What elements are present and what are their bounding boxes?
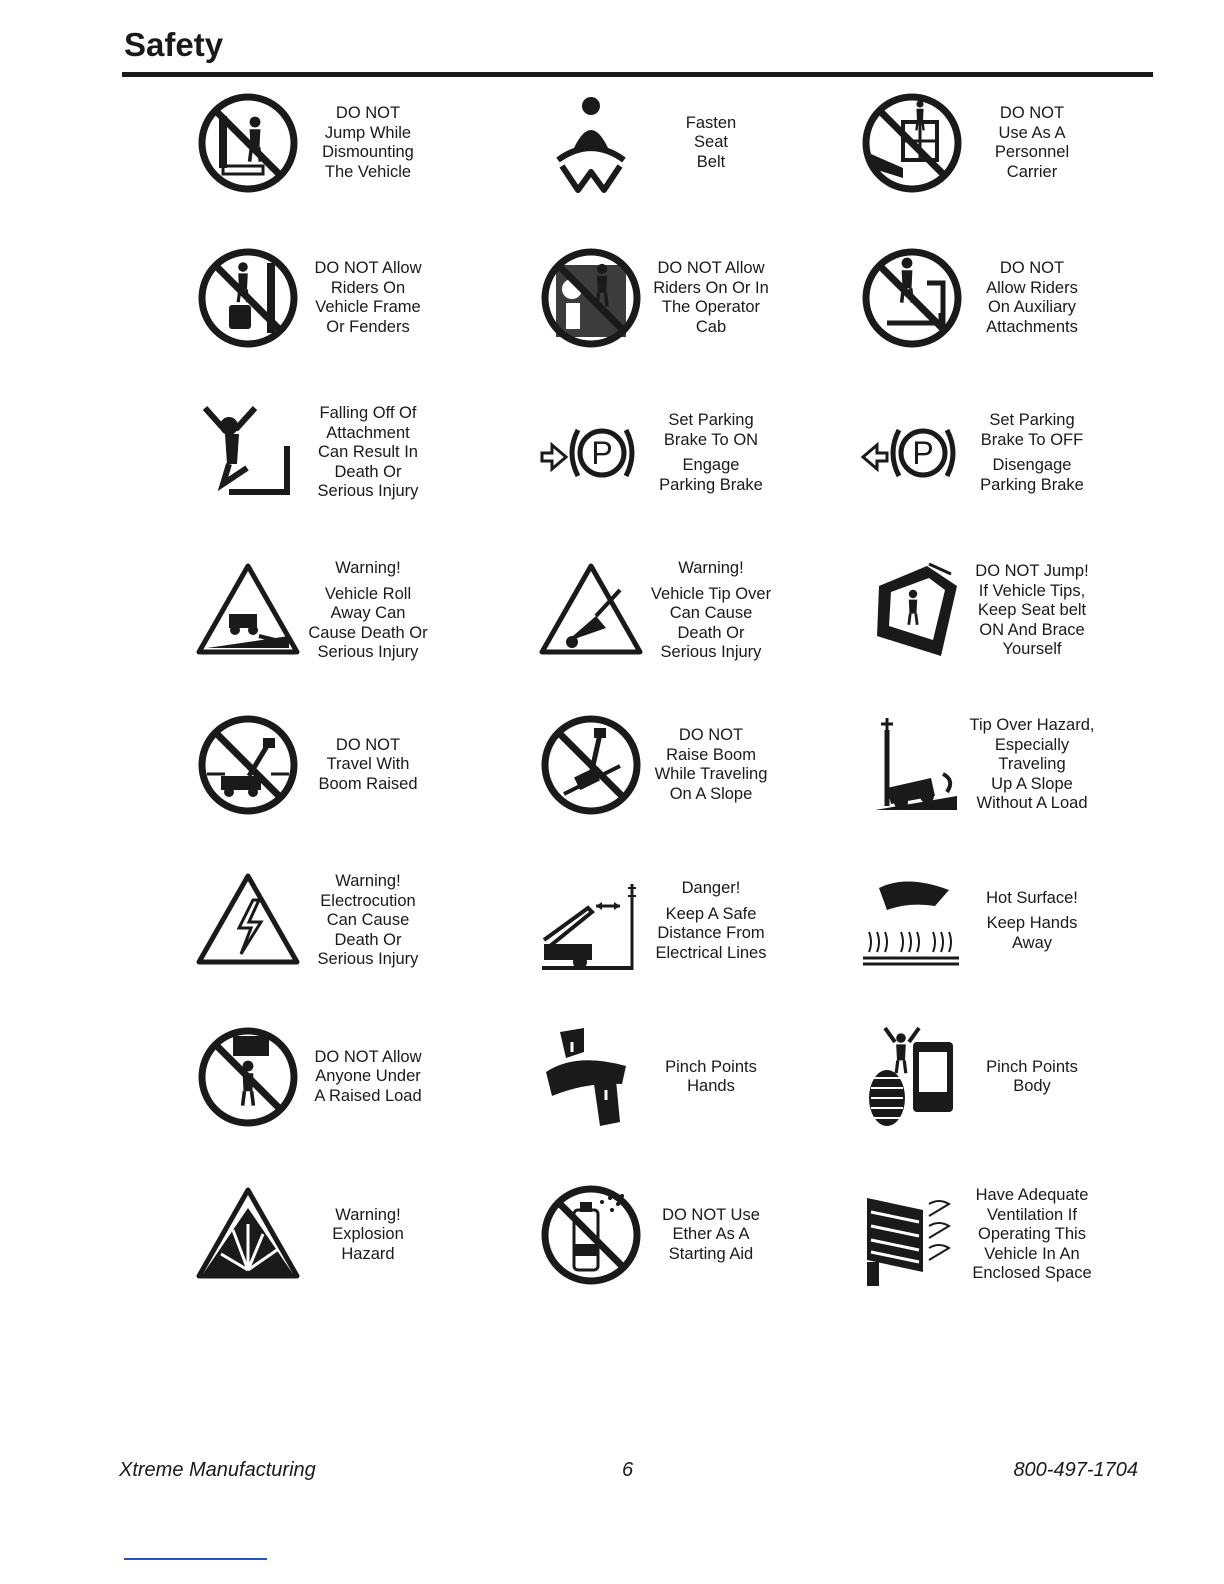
safety-sign bbox=[536, 398, 866, 518]
sign-caption bbox=[636, 398, 786, 508]
svg-text:P: P bbox=[912, 435, 934, 471]
no-personnel-carrier-icon bbox=[857, 88, 967, 198]
sign-caption-line: Death Or bbox=[334, 462, 402, 481]
brace-yourself-icon bbox=[857, 556, 967, 666]
sign-caption-line: Yourself bbox=[1002, 640, 1062, 659]
sign-caption bbox=[293, 866, 443, 976]
ventilation-icon bbox=[857, 1180, 967, 1290]
sign-caption bbox=[636, 710, 786, 820]
footer-phone: 800-497-1704 bbox=[1013, 1459, 1138, 1481]
sign-caption-line: Warning! bbox=[335, 1205, 401, 1224]
sign-caption-line: Anyone Under bbox=[315, 1067, 421, 1086]
sign-caption bbox=[957, 1180, 1107, 1290]
safety-sign bbox=[193, 88, 523, 208]
sign-caption-line: Brake To OFF bbox=[980, 430, 1084, 449]
safety-sign bbox=[193, 1180, 523, 1300]
sign-caption-line: Vehicle Tip Over bbox=[650, 584, 772, 603]
sign-caption-line: Distance From bbox=[657, 924, 765, 942]
sign-caption bbox=[293, 1180, 443, 1290]
sign-caption-line: Away Can bbox=[330, 604, 406, 623]
sign-caption-line: Riders On bbox=[330, 278, 406, 297]
tip-over-warning-icon bbox=[536, 556, 646, 666]
sign-caption-line: Or Fenders bbox=[326, 317, 410, 336]
safety-sign bbox=[857, 866, 1187, 986]
no-riders-attachments-icon bbox=[857, 243, 967, 353]
sign-caption-line: DO NOT bbox=[335, 735, 401, 754]
sign-caption-line: Riders On Or In bbox=[653, 278, 769, 297]
sign-caption-line: Electrical Lines bbox=[655, 943, 767, 962]
sign-caption-line: Cause Death Or bbox=[308, 623, 428, 642]
footer-company: Xtreme Manufacturing bbox=[119, 1459, 316, 1481]
pinch-body-icon bbox=[857, 1022, 967, 1132]
sign-caption bbox=[293, 1022, 443, 1132]
explosion-warning-icon bbox=[193, 1180, 303, 1290]
safety-sign bbox=[857, 710, 1187, 830]
safety-sign bbox=[536, 1180, 866, 1300]
sign-caption-line: Cab bbox=[695, 317, 727, 336]
sign-caption-line: Serious Injury bbox=[317, 482, 419, 501]
safety-sign bbox=[536, 710, 866, 830]
sign-caption bbox=[957, 88, 1107, 198]
sign-caption-line: Allow Riders bbox=[986, 278, 1078, 297]
no-raise-boom-slope-icon bbox=[536, 710, 646, 820]
safety-sign bbox=[193, 866, 523, 986]
page-title: Safety bbox=[124, 26, 224, 63]
safety-sign bbox=[536, 88, 866, 208]
title-rule bbox=[122, 72, 1153, 77]
sign-caption-line: Hot Surface! bbox=[986, 888, 1078, 907]
svg-text:P: P bbox=[591, 435, 613, 471]
sign-caption-line: Parking Brake bbox=[980, 475, 1084, 494]
sign-caption-line: Serious Injury bbox=[317, 643, 419, 662]
sign-caption-line: Keep A Safe bbox=[665, 904, 757, 923]
sign-caption-line: Can Cause bbox=[326, 911, 410, 930]
sign-caption-line: Hands bbox=[687, 1077, 735, 1095]
sign-caption-line: Jump While bbox=[324, 123, 412, 142]
parking-brake-on-icon bbox=[536, 398, 646, 508]
sign-caption bbox=[957, 866, 1107, 976]
sign-caption-line: DO NOT bbox=[335, 104, 401, 122]
sign-caption-line: Attachments bbox=[986, 317, 1078, 336]
sign-caption-line: Personnel bbox=[994, 143, 1070, 161]
safety-sign bbox=[536, 866, 866, 986]
sign-caption-line: Electrocution bbox=[320, 891, 416, 910]
sign-caption-line: Keep Seat belt bbox=[977, 601, 1087, 620]
falling-person-icon bbox=[193, 398, 303, 508]
sign-caption-line: DO NOT bbox=[999, 259, 1065, 277]
sign-caption bbox=[636, 556, 786, 666]
sign-caption-line: If Vehicle Tips, bbox=[978, 581, 1086, 600]
sign-caption-line: On A Slope bbox=[669, 784, 753, 803]
no-riders-cab-icon bbox=[536, 243, 646, 353]
sign-caption-line: Tip Over Hazard, bbox=[969, 716, 1095, 735]
sign-caption-line: Explosion bbox=[332, 1225, 404, 1244]
sign-caption-line: Starting Aid bbox=[668, 1244, 754, 1263]
sign-caption-line: DO NOT Allow bbox=[314, 259, 422, 277]
sign-caption-line: Belt bbox=[696, 152, 726, 171]
safety-sign bbox=[536, 556, 866, 676]
sign-caption-line: Travel With bbox=[326, 755, 410, 774]
sign-caption-line: Vehicle In An bbox=[984, 1244, 1080, 1263]
sign-caption-line: Serious Injury bbox=[660, 643, 762, 662]
sign-caption bbox=[957, 398, 1107, 508]
safety-sign bbox=[193, 243, 523, 363]
electrical-lines-distance-icon bbox=[536, 866, 646, 976]
sign-caption-line: Vehicle Frame bbox=[315, 298, 421, 316]
sign-caption-line: Boom Raised bbox=[318, 774, 418, 793]
sign-caption-line: Fasten bbox=[685, 113, 737, 132]
tip-over-slope-icon bbox=[857, 710, 967, 820]
sign-caption-line: Disengage bbox=[992, 456, 1072, 474]
sign-caption-line: DO NOT Allow bbox=[314, 1047, 422, 1066]
safety-sign bbox=[857, 398, 1187, 518]
sign-caption-line: On Auxiliary bbox=[987, 298, 1077, 316]
safety-sign bbox=[193, 710, 523, 830]
sign-caption-line: Vehicle Roll bbox=[324, 584, 412, 603]
sign-caption-line: Death Or bbox=[677, 623, 745, 642]
safety-sign bbox=[193, 398, 523, 518]
sign-caption-line: Without A Load bbox=[976, 794, 1088, 813]
sign-caption-line: ON And Brace bbox=[979, 620, 1085, 639]
sign-caption bbox=[957, 1022, 1107, 1132]
sign-caption-line: Carrier bbox=[1006, 162, 1058, 181]
safety-sign bbox=[857, 243, 1187, 363]
sign-caption-line: Use As A bbox=[998, 123, 1066, 142]
sign-caption bbox=[636, 866, 786, 976]
sign-caption-line: DO NOT Use bbox=[662, 1205, 760, 1224]
safety-sign bbox=[536, 243, 866, 363]
roll-away-warning-icon bbox=[193, 556, 303, 666]
no-travel-boom-raised-icon bbox=[193, 710, 303, 820]
pinch-hands-icon bbox=[536, 1022, 646, 1132]
sign-caption-line: Away bbox=[1011, 933, 1053, 952]
sign-caption-line: Falling Off Of bbox=[319, 404, 417, 423]
sign-caption-line: Body bbox=[1013, 1077, 1051, 1095]
sign-caption bbox=[636, 88, 786, 198]
sign-caption-line: DO NOT Allow bbox=[657, 259, 765, 277]
no-one-under-load-icon bbox=[193, 1022, 303, 1132]
sign-caption-line: DO NOT bbox=[999, 104, 1065, 122]
sign-caption-line: Brake To ON bbox=[663, 430, 759, 449]
sign-caption-line: Raise Boom bbox=[666, 745, 756, 764]
no-jump-dismount-icon bbox=[193, 88, 303, 198]
sign-caption-line: The Operator bbox=[661, 298, 761, 316]
sign-caption bbox=[293, 398, 443, 508]
sign-caption-line: Operating This bbox=[978, 1225, 1086, 1244]
footer-page-number: 6 bbox=[622, 1459, 634, 1481]
sign-caption-line: Up A Slope bbox=[991, 774, 1073, 793]
sign-caption-line: DO NOT bbox=[678, 726, 744, 744]
sign-caption-line: A Raised Load bbox=[314, 1086, 422, 1105]
sign-caption-line: Warning! bbox=[335, 872, 401, 891]
sign-caption-line: Warning! bbox=[335, 559, 401, 578]
sign-caption bbox=[293, 88, 443, 198]
hot-surface-icon bbox=[857, 866, 967, 976]
sign-caption bbox=[636, 1180, 786, 1290]
electrocution-warning-icon bbox=[193, 866, 303, 976]
sign-caption-line: Traveling bbox=[998, 755, 1066, 774]
sign-caption bbox=[293, 556, 443, 666]
safety-sign bbox=[536, 1022, 866, 1142]
sign-caption-line: Ether As A bbox=[672, 1225, 750, 1244]
sign-caption-line: Death Or bbox=[334, 930, 402, 949]
sign-caption bbox=[636, 243, 786, 353]
sign-caption-line: Have Adequate bbox=[975, 1186, 1089, 1205]
safety-sign bbox=[857, 556, 1187, 676]
sign-caption-line: Pinch Points bbox=[665, 1057, 757, 1076]
sign-caption bbox=[293, 710, 443, 820]
sign-caption-line: While Traveling bbox=[654, 765, 768, 783]
sign-caption-line: Seat bbox=[694, 133, 728, 152]
safety-sign bbox=[857, 1180, 1187, 1300]
parking-brake-off-icon bbox=[857, 398, 967, 508]
sign-caption bbox=[957, 710, 1107, 820]
sign-caption-line: Engage bbox=[682, 456, 740, 474]
sign-caption bbox=[957, 243, 1107, 353]
sign-caption-line: Keep Hands bbox=[986, 914, 1078, 933]
footnote-rule bbox=[124, 1558, 267, 1560]
sign-caption bbox=[957, 556, 1107, 666]
no-riders-frame-icon bbox=[193, 243, 303, 353]
sign-caption-line: Can Result In bbox=[318, 443, 418, 462]
sign-caption-line: Enclosed Space bbox=[972, 1264, 1092, 1283]
sign-caption-line: Pinch Points bbox=[986, 1057, 1078, 1076]
sign-caption-line: Serious Injury bbox=[317, 950, 419, 969]
sign-caption-line: Attachment bbox=[326, 423, 410, 442]
sign-caption-line: Parking Brake bbox=[659, 475, 763, 494]
no-ether-icon bbox=[536, 1180, 646, 1290]
sign-caption-line: DO NOT Jump! bbox=[975, 562, 1089, 581]
safety-sign bbox=[193, 1022, 523, 1142]
sign-caption-line: Dismounting bbox=[322, 143, 414, 161]
sign-caption-line: Warning! bbox=[678, 559, 744, 578]
sign-caption bbox=[293, 243, 443, 353]
sign-caption-line: The Vehicle bbox=[324, 162, 412, 181]
sign-caption-line: Can Cause bbox=[669, 604, 753, 623]
sign-caption bbox=[636, 1022, 786, 1132]
safety-sign bbox=[857, 1022, 1187, 1142]
safety-sign bbox=[193, 556, 523, 676]
sign-caption-line: Ventilation If bbox=[987, 1205, 1077, 1224]
sign-caption-line: Hazard bbox=[341, 1244, 395, 1263]
seat-belt-icon bbox=[536, 88, 646, 198]
safety-sign bbox=[857, 88, 1187, 208]
sign-caption-line: Especially bbox=[994, 735, 1070, 754]
sign-caption-line: Set Parking bbox=[668, 411, 754, 429]
sign-caption-line: Set Parking bbox=[989, 411, 1075, 429]
sign-caption-line: Danger! bbox=[681, 879, 741, 897]
